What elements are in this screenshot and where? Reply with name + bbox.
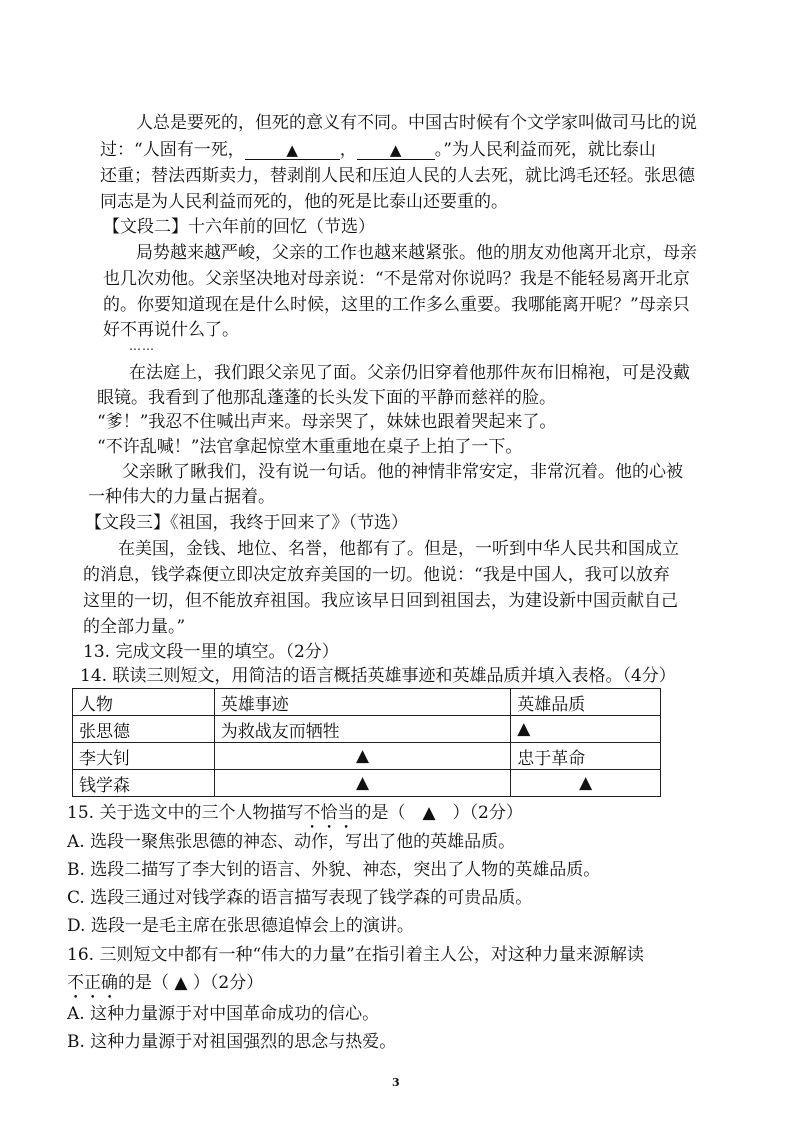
para1-line1: 人总是要死的，但死的意义有不同。中国古时候有个文学家叫做司马比的说 bbox=[136, 113, 697, 133]
q15-option-c[interactable]: C. 选段三通过对钱学森的语言描写表现了钱学森的可贵品质。 bbox=[67, 888, 533, 908]
cell-person: 张思德 bbox=[73, 716, 215, 743]
cell-deeds: 为救战友而牺牲 bbox=[214, 716, 510, 743]
para1-line4: 同志是为人民利益而死的，他的死是比泰山还要重的。 bbox=[100, 192, 508, 212]
para1-line3: 还重；替法西斯卖力，替剥削人民和压迫人民的人去死，就比鸿毛还轻。张思德 bbox=[100, 166, 695, 186]
section3-line1: 在美国，金钱、地位、名誉，他都有了。但是，一听到中华人民共和国成立 bbox=[118, 539, 679, 559]
para1-quote-start: 过：“人固有一死， bbox=[100, 140, 245, 160]
section2-line2: 也几次劝他。父亲坚决地对母亲说：“不是常对你说吗？我是不能轻易离开北京 bbox=[103, 269, 690, 289]
section2-line6: 眼镜。我看到了他那乱蓬蓬的长头发下面的平静而慈祥的脸。 bbox=[97, 388, 556, 408]
section2-line7: “爹！”我忍不住喊出声来。母亲哭了，妹妹也跟着哭起来了。 bbox=[97, 412, 557, 432]
q15-option-d[interactable]: D. 选段一是毛主席在张思德追悼会上的演讲。 bbox=[67, 916, 414, 936]
q16-option-b[interactable]: B. 这种力量源于对祖国强烈的思念与热爱。 bbox=[67, 1032, 397, 1052]
section2-line9: 父亲瞅了瞅我们，没有说一句话。他的神情非常安定，非常沉着。他的心被 bbox=[122, 462, 683, 482]
q15-emphasis: 不恰当 bbox=[303, 803, 355, 823]
q16-stem-end: 的是（ ▲ ）（2分） bbox=[118, 973, 264, 993]
question-14: 14. 联读三则短文，用简洁的语言概括英雄事迹和英雄品质并填入表格。（4分） bbox=[80, 666, 676, 686]
q15-stem-start: 15. 关于选文中的三个人物描写 bbox=[67, 803, 304, 823]
question-13: 13. 完成文段一里的填空。（2分） bbox=[83, 642, 339, 662]
section3-line4: 的全部力量。” bbox=[83, 617, 186, 637]
section2-line5: 在法庭上，我们跟父亲见了面。父亲仍旧穿着他那件灰布旧棉袍，可是没戴 bbox=[129, 363, 690, 383]
blank-marker-1: ▲ bbox=[286, 141, 298, 159]
section2-heading: 【文段二】十六年前的回忆（节选） bbox=[103, 217, 375, 237]
answer-cell-qualities[interactable]: ▲ bbox=[511, 716, 661, 743]
header-person: 人物 bbox=[73, 689, 215, 716]
section2-line3: 的。你要知道现在是什么时候，这里的工作多么重要。我哪能离开呢？”母亲只 bbox=[103, 295, 690, 315]
question-16-line2 bbox=[67, 972, 263, 1003]
ellipsis: …… bbox=[129, 339, 155, 353]
section2-line1: 局势越来越严峻，父亲的工作也越来越紧张。他的朋友劝他离开北京，母亲 bbox=[136, 243, 697, 263]
table-row bbox=[73, 770, 661, 797]
fill-blank-1[interactable] bbox=[245, 141, 340, 160]
question-16-line1: 16. 三则短文中都有一种“伟大的力量”在指引着主人公，对这种力量来源解读 bbox=[67, 945, 644, 965]
q16-option-a[interactable]: A. 这种力量源于对中国革命成功的信心。 bbox=[67, 1004, 380, 1024]
answer-cell-deeds[interactable]: ▲ bbox=[214, 770, 510, 797]
question-15 bbox=[67, 802, 523, 833]
header-deeds: 英雄事迹 bbox=[214, 689, 510, 716]
section2-line4: 好不再说什么了。 bbox=[103, 320, 239, 340]
para1-line2 bbox=[100, 139, 656, 161]
header-qualities: 英雄品质 bbox=[511, 689, 661, 716]
section2-line10: 一种伟大的力量占据着。 bbox=[88, 487, 275, 507]
q15-option-a[interactable]: A. 选段一聚焦张思德的神态、动作，写出了他的英雄品质。 bbox=[67, 832, 516, 852]
section3-line3: 这里的一切，但不能放弃祖国。我应该早日回到祖国去，为建设新中国贡献自己 bbox=[83, 591, 678, 611]
answer-cell-qualities[interactable]: ▲ bbox=[511, 770, 661, 797]
answer-cell-deeds[interactable]: ▲ bbox=[214, 743, 510, 770]
para1-comma: ， bbox=[339, 140, 357, 160]
table-row bbox=[73, 716, 661, 743]
q16-emphasis: 不正确 bbox=[67, 973, 118, 993]
page-number: 3 bbox=[392, 1076, 400, 1089]
cell-qualities: 忠于革命 bbox=[511, 743, 661, 770]
q15-stem-end: 的是（ ▲ ）（2分） bbox=[354, 803, 523, 823]
section3-heading: 【文段三】《祖国，我终于回来了》（节选） bbox=[85, 513, 408, 533]
table-row bbox=[73, 743, 661, 770]
blank-marker-2: ▲ bbox=[389, 141, 402, 159]
fill-blank-2[interactable] bbox=[357, 141, 435, 160]
cell-person: 李大钊 bbox=[73, 743, 215, 770]
q15-option-b[interactable]: B. 选段二描写了李大钊的语言、外貌、神态，突出了人物的英雄品质。 bbox=[67, 860, 601, 880]
section3-line2: 的消息，钱学森便立即决定放弃美国的一切。他说：“我是中国人，我可以放弃 bbox=[83, 565, 670, 585]
hero-table bbox=[72, 688, 661, 797]
cell-person: 钱学森 bbox=[73, 770, 215, 797]
section2-line8: “不许乱喊！”法官拿起惊堂木重重地在桌子上拍了一下。 bbox=[97, 437, 523, 457]
para1-quote-end: 。”为人民利益而死，就比泰山 bbox=[434, 140, 656, 160]
table-header-row bbox=[73, 689, 661, 716]
